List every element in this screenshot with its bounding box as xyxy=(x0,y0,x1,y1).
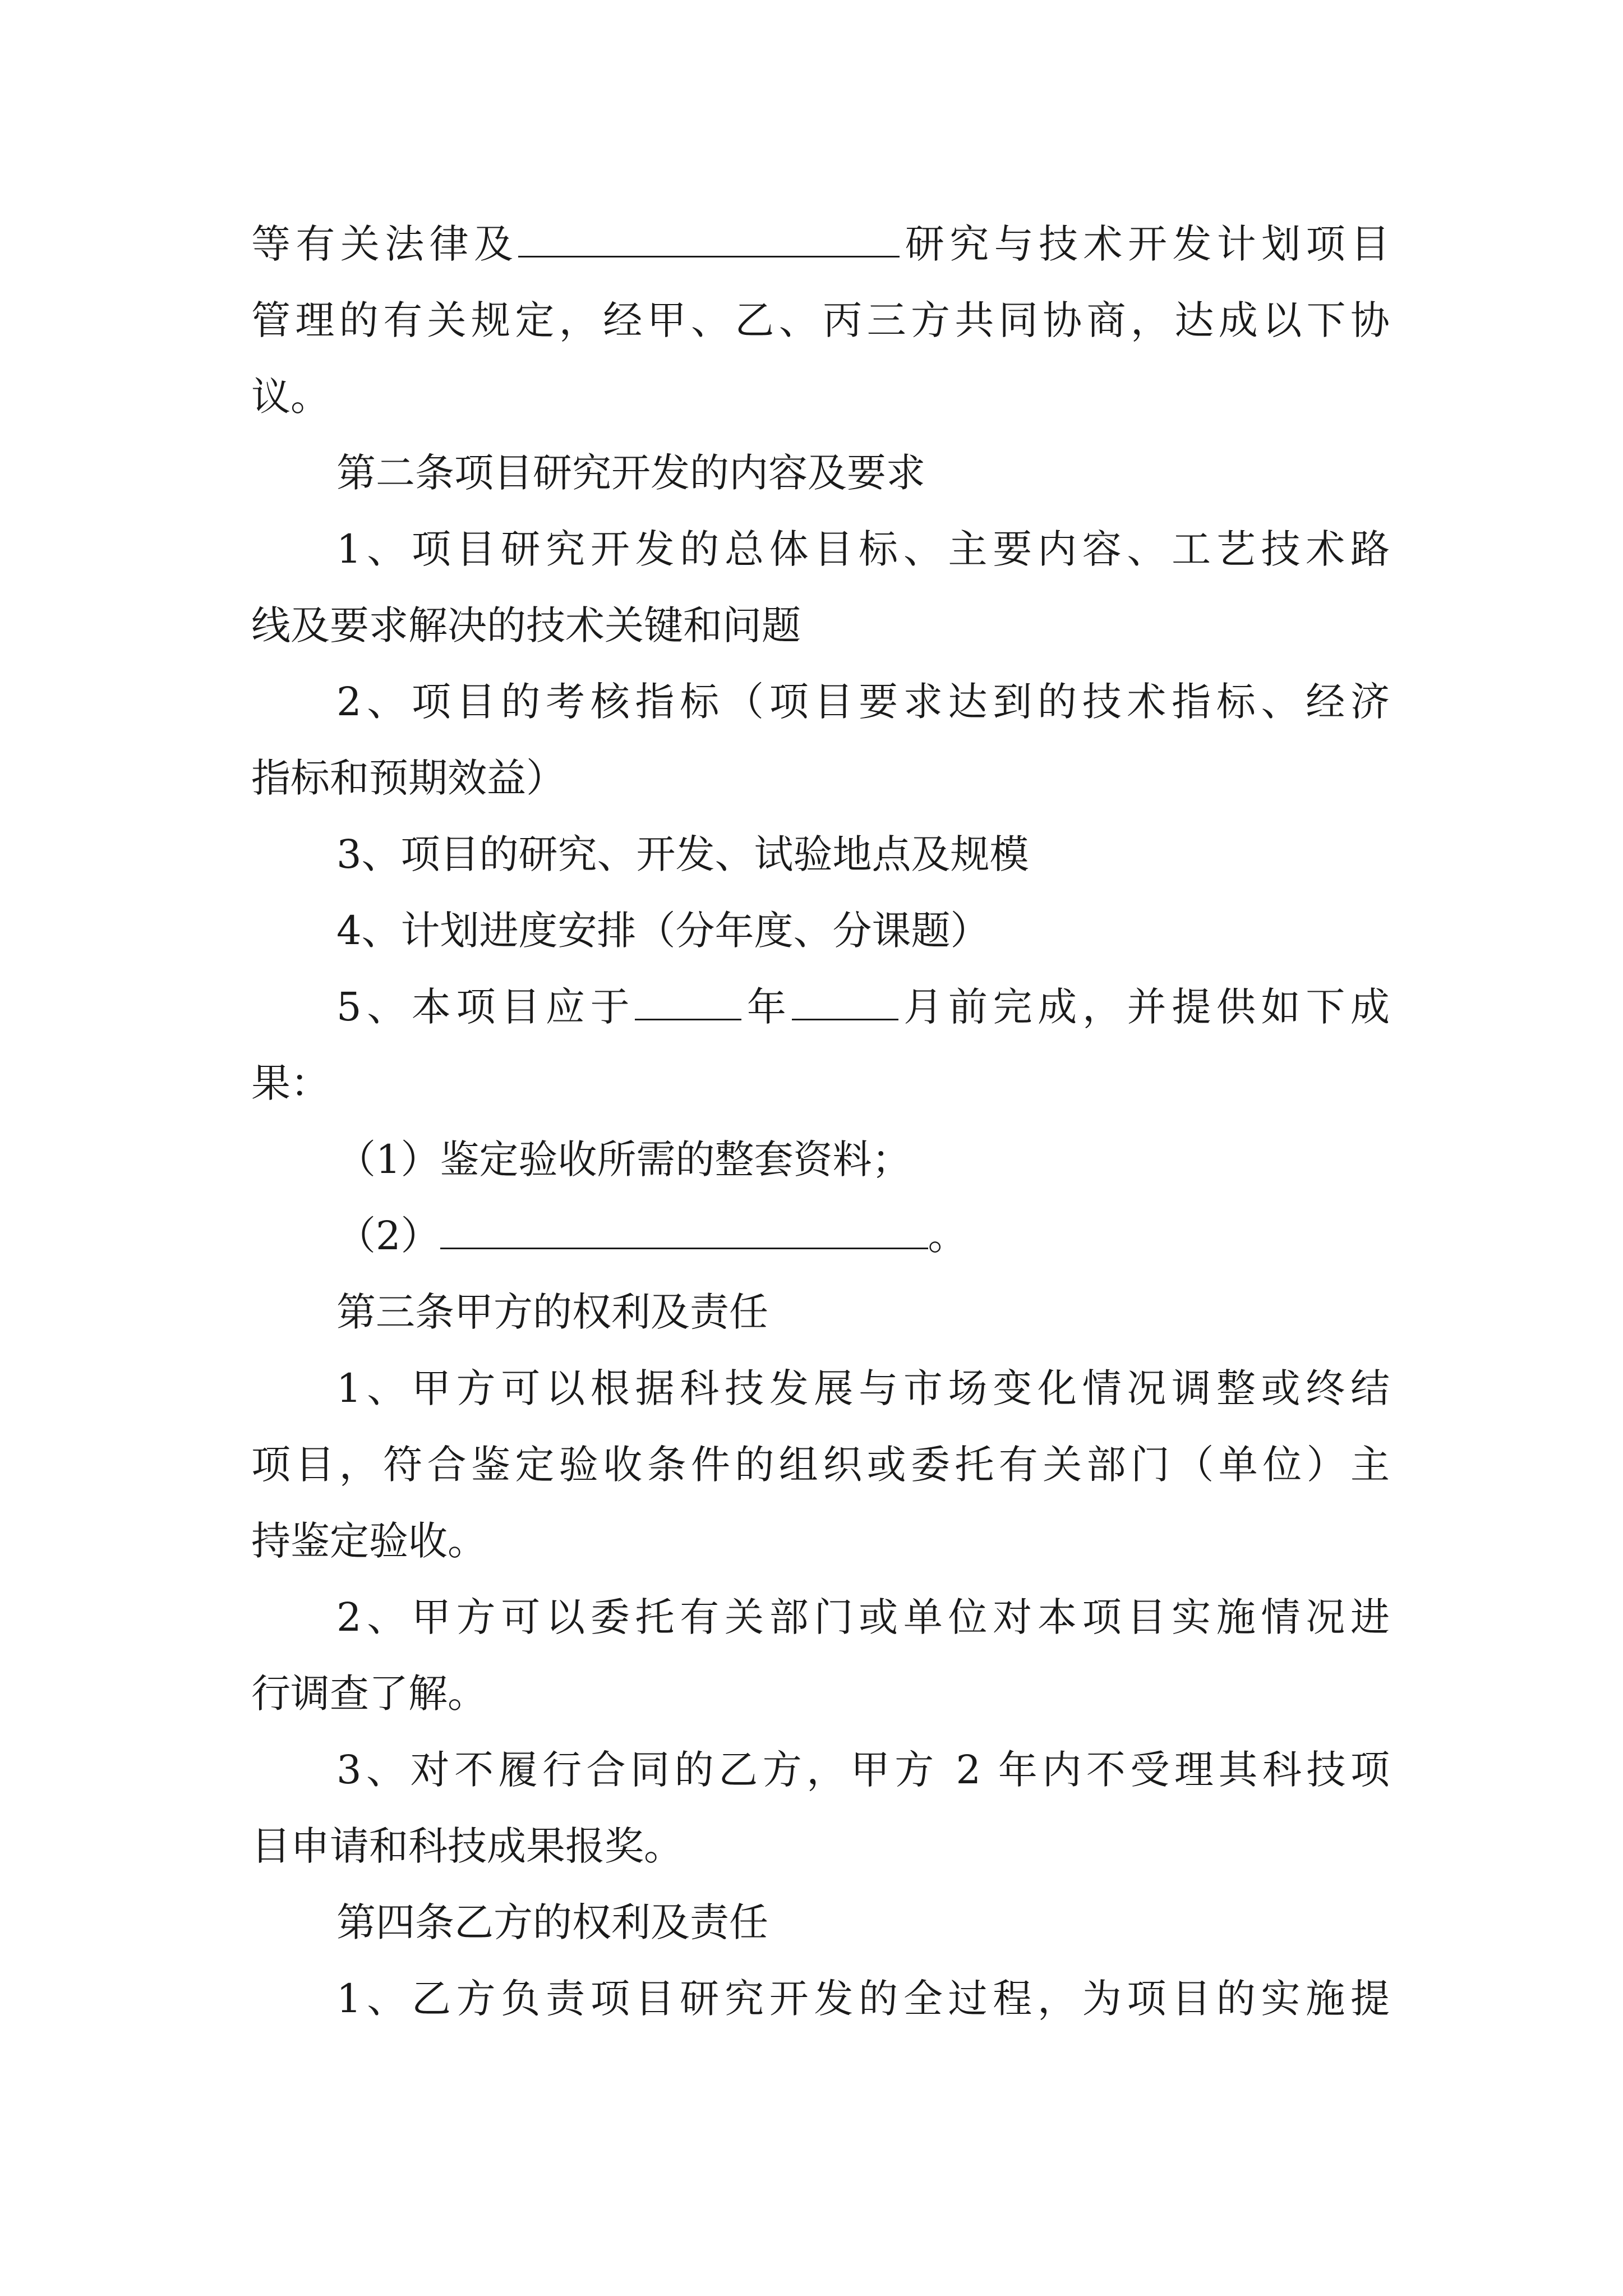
item-5-year-label: 年 xyxy=(741,984,792,1030)
article-2-item-5-line-1 xyxy=(336,979,1390,1035)
item-5-suffix: 月前完成，并提供如下成 xyxy=(898,984,1390,1030)
intro-line-3: 议。 xyxy=(251,374,330,420)
item-5-prefix: 5、本项目应于 xyxy=(336,984,635,1030)
intro-line-1 xyxy=(251,216,1390,272)
article-4-item-1-line-1: 1、乙方负责项目研究开发的全过程，为项目的实施提 xyxy=(336,1976,1390,2022)
article-3-item-3-line-1: 3、对不履行合同的乙方，甲方 2 年内不受理其科技项 xyxy=(336,1747,1390,1793)
article-2-item-4: 4、计划进度安排（分年度、分课题） xyxy=(336,908,990,954)
article-2-heading: 第二条项目研究开发的内容及要求 xyxy=(336,450,925,496)
fill-in-blank-year[interactable] xyxy=(635,984,741,1020)
sub-item-2-suffix: 。 xyxy=(928,1213,967,1259)
article-2-item-3: 3、项目的研究、开发、试验地点及规模 xyxy=(336,831,1029,877)
article-3-item-2-line-1: 2、甲方可以委托有关部门或单位对本项目实施情况进 xyxy=(336,1594,1390,1640)
article-3-item-2-line-2: 行调查了解。 xyxy=(251,1671,487,1717)
article-3-heading: 第三条甲方的权利及责任 xyxy=(336,1289,768,1335)
article-2-item-2-line-1: 2、项目的考核指标（项目要求达到的技术指标、经济 xyxy=(336,679,1390,725)
article-2-sub-item-2 xyxy=(336,1208,1390,1264)
intro-line-2: 管理的有关规定，经甲、乙、丙三方共同协商，达成以下协 xyxy=(251,297,1390,343)
article-2-item-1-line-2: 线及要求解决的技术关键和问题 xyxy=(251,602,801,648)
article-3-item-1-line-2: 项目，符合鉴定验收条件的组织或委托有关部门（单位）主 xyxy=(251,1442,1390,1488)
article-4-heading: 第四条乙方的权利及责任 xyxy=(336,1899,768,1945)
intro-text-before: 等有关法律及 xyxy=(251,221,519,267)
fill-in-blank-month[interactable] xyxy=(792,984,898,1020)
article-2-sub-item-1: （1）鉴定验收所需的整套资料； xyxy=(336,1137,911,1182)
sub-item-2-prefix: （2） xyxy=(336,1213,440,1259)
article-2-item-1-line-1: 1、项目研究开发的总体目标、主要内容、工艺技术路 xyxy=(336,526,1390,572)
article-2-item-2-line-2: 指标和预期效益） xyxy=(251,755,565,801)
article-3-item-1-line-3: 持鉴定验收。 xyxy=(251,1518,487,1564)
fill-in-blank-deliverable[interactable] xyxy=(440,1213,928,1249)
article-3-item-1-line-1: 1、甲方可以根据科技发展与市场变化情况调整或终结 xyxy=(336,1365,1390,1411)
article-2-item-5-line-2: 果： xyxy=(251,1060,330,1106)
intro-text-after: 研究与技术开发计划项目 xyxy=(900,221,1390,267)
article-3-item-3-line-2: 目申请和科技成果报奖。 xyxy=(251,1823,683,1869)
fill-in-blank-regulation[interactable] xyxy=(518,221,900,257)
